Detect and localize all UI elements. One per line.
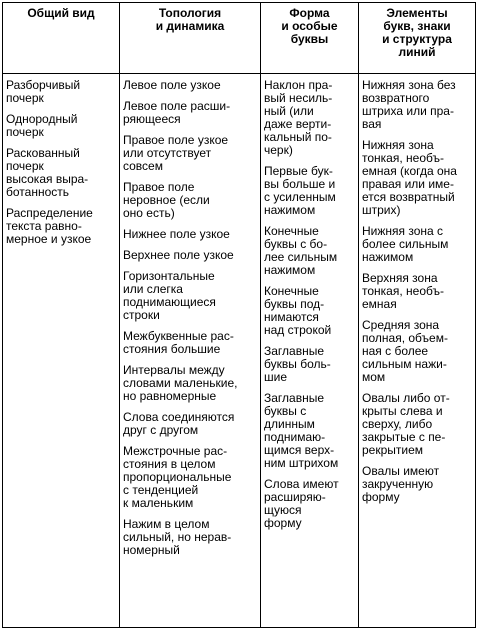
feature-line: Раскованный	[6, 146, 80, 160]
feature-line: номерный	[123, 543, 180, 557]
feature-item	[264, 392, 355, 470]
feature-line: Левое поле расши-	[123, 99, 231, 113]
feature-item	[362, 225, 472, 264]
feature-line: емная	[362, 297, 397, 311]
header-line: букв, знаки	[383, 19, 451, 33]
feature-item	[6, 79, 116, 105]
feature-line: буквы с бо-	[264, 237, 328, 251]
feature-line: емная (когда она	[362, 164, 457, 178]
feature-item	[123, 445, 257, 510]
column-general-view	[3, 74, 120, 628]
feature-line: ряющееся	[123, 112, 181, 126]
feature-line: или отсутствует	[123, 146, 212, 160]
header-row	[3, 3, 476, 74]
feature-line: Правое поле	[123, 180, 195, 194]
feature-item	[362, 79, 472, 131]
feature-line: Межбуквенные рас-	[123, 329, 234, 343]
feature-line: пропорциональные	[123, 470, 232, 484]
feature-line: более сильным	[362, 237, 449, 251]
feature-line: друг с другом	[123, 423, 199, 437]
feature-line: черк)	[264, 143, 293, 157]
feature-line: почерк	[6, 159, 44, 173]
feature-line: правая или име-	[362, 177, 454, 191]
feature-line: мерное и узкое	[6, 232, 92, 246]
feature-line: почерк	[6, 125, 44, 139]
feature-line: стояния в целом	[123, 457, 216, 471]
feature-line: тонкая, необъ-	[362, 284, 444, 298]
feature-line: вый несиль-	[264, 91, 333, 105]
feature-line: мом	[362, 370, 386, 384]
header-letter-elements	[359, 3, 476, 74]
feature-line: неровное (если	[123, 193, 210, 207]
feature-line: ботанность	[6, 185, 69, 199]
feature-item	[123, 79, 257, 92]
header-line: и структура	[382, 32, 452, 46]
feature-line: лее сильным	[264, 250, 338, 264]
header-line: и динамика	[155, 19, 225, 33]
feature-line: рекрытием	[362, 443, 424, 457]
feature-item	[6, 113, 116, 139]
header-line: Топология	[158, 6, 222, 20]
feature-item	[264, 345, 355, 384]
feature-line: даже верти-	[264, 117, 332, 131]
feature-line: но равномерные	[123, 389, 217, 403]
feature-line: Заглавные	[264, 344, 325, 358]
feature-line: форму	[362, 490, 400, 504]
feature-item	[362, 139, 472, 217]
feature-line: оно есть)	[123, 206, 175, 220]
feature-line: поднимаю-	[264, 430, 326, 444]
feature-line: форму	[264, 516, 302, 530]
feature-line: Нижняя зона без	[362, 78, 456, 92]
feature-item	[123, 364, 257, 403]
feature-line: Конечные	[264, 284, 319, 298]
feature-line: Однородный	[6, 112, 78, 126]
feature-line: Конечные	[264, 224, 319, 238]
feature-line: Заглавные	[264, 391, 325, 405]
feature-line: ная с более	[362, 344, 429, 358]
feature-line: Овалы либо от-	[362, 391, 450, 405]
feature-line: стояния большие	[123, 342, 221, 356]
feature-line: высокая выра-	[6, 172, 89, 186]
header-line: Общий вид	[27, 6, 95, 20]
feature-line: поднимающиеся	[123, 295, 216, 309]
feature-line: щимся верх-	[264, 443, 335, 457]
feature-line: строки	[123, 308, 160, 322]
feature-line: закрытые с пе-	[362, 430, 446, 444]
header-general-view	[3, 3, 120, 74]
feature-line: ним штрихом	[264, 456, 339, 470]
feature-item	[264, 285, 355, 337]
feature-line: штриха или пра-	[362, 104, 454, 118]
header-line: линий	[398, 45, 436, 59]
feature-line: Верхнее поле узкое	[123, 248, 234, 262]
feature-line: Правое поле узкое	[123, 133, 229, 147]
feature-item	[264, 478, 355, 530]
feature-item	[123, 228, 257, 241]
body-row	[3, 74, 476, 628]
column-topology-dynamics	[120, 74, 261, 628]
header-line: буквы	[290, 32, 329, 46]
feature-item	[264, 225, 355, 277]
feature-line: тонкая, необъ-	[362, 151, 444, 165]
feature-line: совсем	[123, 159, 163, 173]
feature-line: вы больше и	[264, 177, 336, 191]
feature-line: почерк	[6, 91, 44, 105]
feature-item	[123, 134, 257, 173]
feature-line: или слегка	[123, 282, 183, 296]
feature-line: Распределение	[6, 206, 93, 220]
feature-line: буквы под-	[264, 297, 325, 311]
feature-line: словами маленькие,	[123, 376, 238, 390]
feature-line: Горизонтальные	[123, 269, 215, 283]
feature-line: Овалы имеют	[362, 464, 440, 478]
feature-line: шие	[264, 370, 288, 384]
feature-line: Разборчивый	[6, 78, 81, 92]
column-letter-elements	[359, 74, 476, 628]
feature-line: вая	[362, 117, 382, 131]
feature-line: Средняя зона	[362, 318, 440, 332]
feature-line: сильным нажи-	[362, 357, 447, 371]
feature-line: Нижняя зона с	[362, 224, 444, 238]
feature-line: Нижняя зона	[362, 138, 434, 152]
feature-line: длинным	[264, 417, 315, 431]
feature-line: Межстрочные рас-	[123, 444, 228, 458]
handwriting-features-table	[2, 2, 476, 628]
feature-line: к маленьким	[123, 496, 194, 510]
feature-line: нажимом	[264, 263, 316, 277]
feature-line: щуюся	[264, 503, 302, 517]
feature-line: Первые бук-	[264, 164, 333, 178]
header-form-special-letters	[261, 3, 359, 74]
feature-line: сильный, но нерав-	[123, 530, 232, 544]
feature-line: Слова имеют	[264, 477, 339, 491]
feature-line: полная, объем-	[362, 331, 448, 345]
feature-item	[362, 392, 472, 457]
feature-item	[6, 147, 116, 199]
feature-line: нажимом	[264, 203, 316, 217]
feature-line: буквы боль-	[264, 357, 331, 371]
feature-line: Верхняя зона	[362, 271, 438, 285]
header-line: Элементы	[386, 6, 448, 20]
feature-line: буквы с	[264, 404, 307, 418]
feature-item	[123, 411, 257, 437]
feature-line: крыты слева и	[362, 404, 443, 418]
feature-line: с усиленным	[264, 190, 336, 204]
feature-line: закрученную	[362, 477, 434, 491]
feature-line: текста равно-	[6, 219, 82, 233]
feature-item	[123, 330, 257, 356]
feature-line: Наклон пра-	[264, 78, 333, 92]
feature-item	[6, 207, 116, 246]
header-line: Форма	[289, 6, 330, 20]
feature-item	[123, 270, 257, 322]
feature-line: с тенденцией	[123, 483, 199, 497]
header-topology-dynamics	[120, 3, 261, 74]
feature-line: возвратного	[362, 91, 430, 105]
feature-line: Слова соединяются	[123, 410, 235, 424]
feature-line: над строкой	[264, 323, 332, 337]
feature-item	[123, 181, 257, 220]
feature-item	[123, 249, 257, 262]
feature-line: ется возвратный	[362, 190, 455, 204]
feature-line: сверху, либо	[362, 417, 433, 431]
feature-line: ный (или	[264, 104, 314, 118]
feature-line: штрих)	[362, 203, 401, 217]
feature-item	[362, 272, 472, 311]
column-form-special-letters	[261, 74, 359, 628]
feature-item	[123, 100, 257, 126]
feature-line: нимаются	[264, 310, 319, 324]
feature-line: расширяю-	[264, 490, 326, 504]
feature-item	[264, 165, 355, 217]
feature-item	[264, 79, 355, 157]
header-line: и особые	[281, 19, 338, 33]
feature-line: Интервалы между	[123, 363, 225, 377]
feature-item	[123, 518, 257, 557]
feature-item	[362, 465, 472, 504]
feature-item	[362, 319, 472, 384]
feature-line: нажимом	[362, 250, 414, 264]
feature-line: Нижнее поле узкое	[123, 227, 230, 241]
feature-line: Нажим в целом	[123, 517, 210, 531]
feature-line: кальный по-	[264, 130, 332, 144]
feature-line: Левое поле узкое	[123, 78, 221, 92]
